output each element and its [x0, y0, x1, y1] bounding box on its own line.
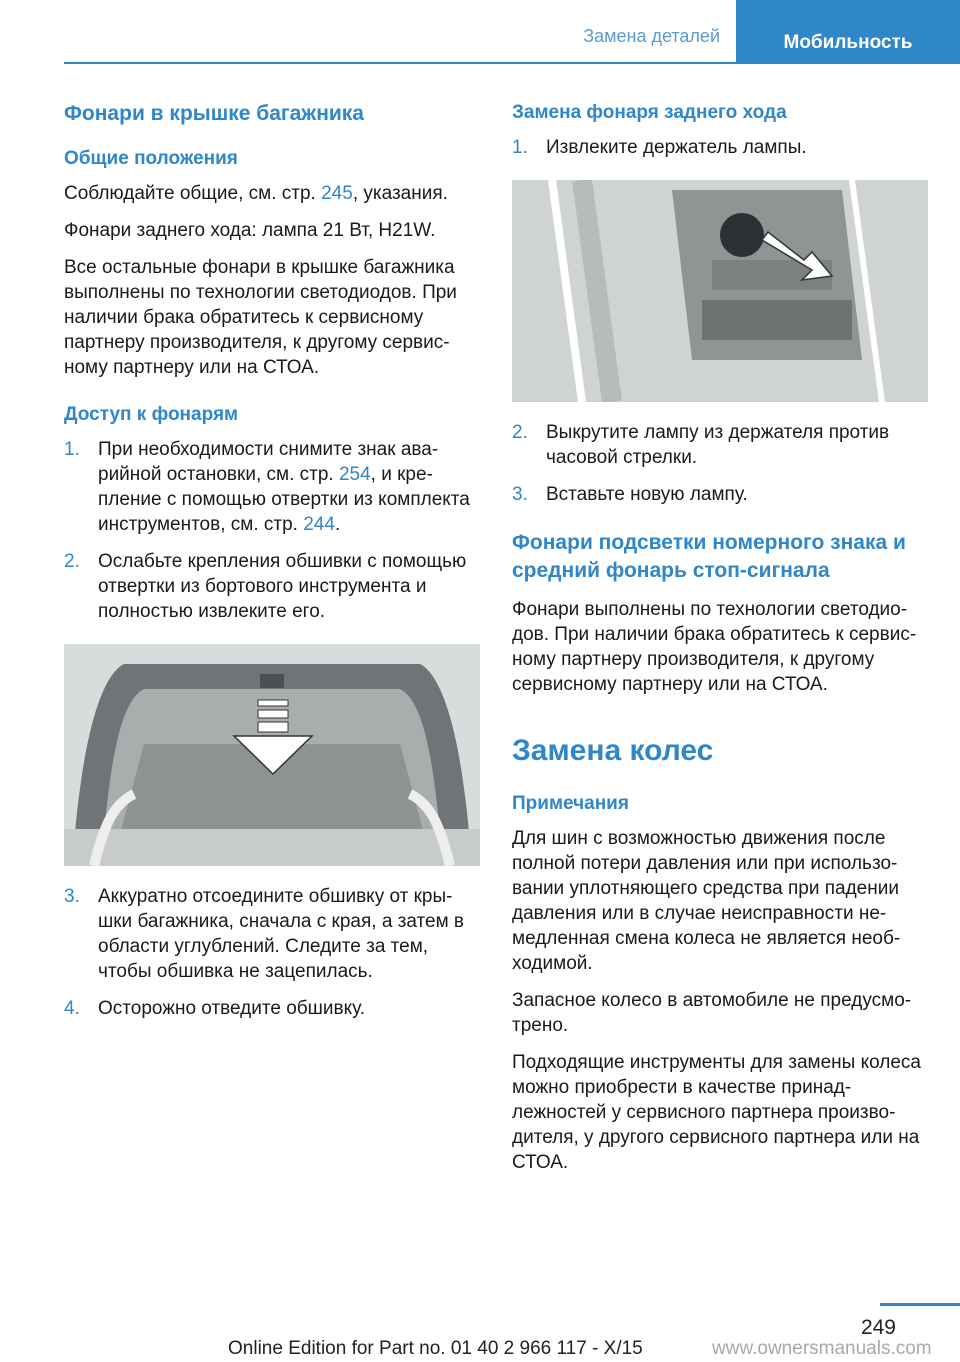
paragraph-general-ref: [64, 181, 480, 206]
section-title-plate-lights: Фонари подсветки номерного знака и средний фонарь стоп-сигнала: [512, 531, 906, 582]
list-item: [512, 420, 928, 470]
subheading-general: Общие положения: [64, 148, 238, 169]
trunk-lid-illustration: [64, 644, 480, 866]
header-rule: [64, 62, 960, 64]
left-column: [64, 100, 480, 1033]
subheading-notes: Примечания: [512, 793, 629, 814]
list-item: [64, 884, 480, 984]
step-text: [98, 437, 480, 537]
paragraph-led-info: Все остальные фонари в крышке багажника выполнены по технологии светодиодов. При наличии брака обратитесь к сервисному партнеру производителя, к другому сервисному партнеру или на СТОА.: [64, 257, 457, 378]
paragraph-spare-wheel: Запасное колесо в автомобиле не предусмотрено.: [512, 990, 912, 1036]
page-number: 249: [860, 1316, 896, 1339]
right-column: [512, 100, 928, 1187]
step-number: 1.: [64, 439, 80, 460]
paragraph-reverse-lamp: Фонари заднего хода: лампа 21 Вт, H21W.: [64, 220, 436, 241]
section-title-trunk-lights: Фонари в крышке багажника: [64, 102, 364, 125]
chapter-title-wheel-change: Замена колес: [512, 734, 714, 767]
text: Соблюдайте общие, см. стр.: [64, 183, 322, 204]
step-number: 4.: [64, 998, 80, 1019]
text: .: [334, 514, 341, 535]
paragraph-tools: Подходящие инструменты для замены колеса можно приобрести в качестве принадлежностей у сервисного партнера производителя, у другого сервисного партнера или на СТОА.: [512, 1052, 921, 1173]
list-item: [64, 996, 480, 1021]
paragraph-plate-led: Фонари выполнены по технологии светодиодов. При наличии брака обратитесь к сервисному партнеру производителя, к другому сервисному партнеру или на СТОА.: [512, 599, 917, 695]
page-link-254[interactable]: 254: [338, 464, 371, 485]
step-text: Извлеките держатель лампы.: [546, 137, 807, 158]
edition-note: Online Edition for Part no. 01 40 2 966 117 - X/15: [228, 1338, 643, 1359]
lamp-holder-drawing: [512, 180, 928, 402]
subheading-reverse-lamp-replace: Замена фонаря заднего хода: [512, 102, 787, 123]
subheading-access: Доступ к фонарям: [64, 404, 239, 425]
step-number: 2.: [512, 422, 528, 443]
list-item: [512, 135, 928, 160]
step-number: 1.: [512, 137, 528, 158]
step-number: 3.: [64, 886, 80, 907]
step-number: 2.: [64, 551, 80, 572]
lamp-holder-illustration: [512, 180, 928, 402]
step-text: Осторожно отведите обшивку.: [98, 998, 366, 1019]
step-number: 3.: [512, 484, 528, 505]
page-link-244[interactable]: 244: [303, 514, 335, 535]
paragraph-runflat: Для шин с возможностью движения после полной потери давления или при использовании уплотняющего средства при падении давления или в случае неисправности немедленная смена колеса не является необходимой.: [512, 828, 901, 974]
watermark: www.ownersmanuals.com: [712, 1338, 932, 1359]
header-chapter-label: Мобильность: [783, 32, 913, 53]
text: При необходимости снимите знак аварийной остановки, см. стр.: [98, 439, 439, 485]
step-text: Выкрутите лампу из держателя против часовой стрелки.: [546, 422, 890, 468]
step-text: Ослабьте крепления обшивки с помощью отвертки из бортового инструмента и полностью извлеките его.: [98, 551, 467, 622]
footer-rule: [880, 1303, 960, 1306]
step-text: Аккуратно отсоедините обшивку от крышки багажника, сначала с края, а затем в области углублений. Следите за тем, чтобы обшивка не зацепилась.: [98, 886, 465, 982]
header-chapter-tab: [736, 0, 960, 64]
text: , указания.: [352, 183, 448, 204]
text: , и крепление с помощью отвертки из комплекта инструментов, см. стр.: [98, 464, 470, 535]
list-item: [64, 549, 480, 624]
page-link-245[interactable]: 245: [321, 183, 353, 204]
trunk-lid-drawing: [64, 644, 480, 866]
header-section-title: Замена деталей: [583, 26, 720, 46]
list-item: [64, 437, 480, 537]
list-item: [512, 482, 928, 507]
step-text: Вставьте новую лампу.: [546, 484, 748, 505]
